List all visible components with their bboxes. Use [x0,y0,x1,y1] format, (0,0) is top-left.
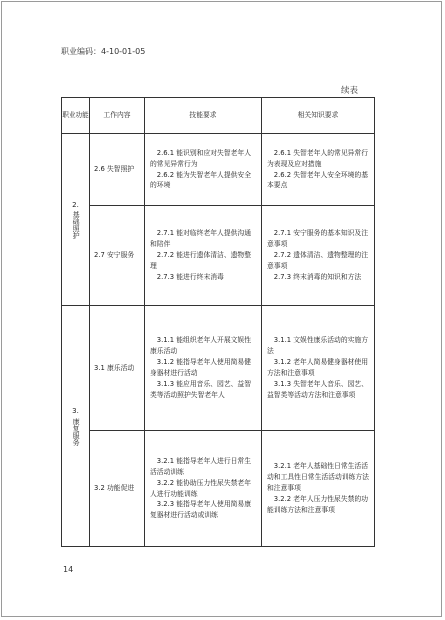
page-number: 14 [63,565,74,574]
level-name: 基础照护 [72,211,81,240]
skill-item: 2.6.1 能识别和应对失智老年人的常见异常行为 [150,148,252,168]
knowledge-item: 3.2.1 老年人基础性日常生活活动和工具性日常生活活动训练方法和注意事项 [267,462,369,493]
knowledge-requirements-cell [262,431,375,547]
skill-requirements-cell [145,206,262,306]
work-content-cell: 3.1 康乐活动 [90,306,145,431]
knowledge-item: 2.7.3 终末消毒的知识和方法 [273,272,362,281]
table-header-row [62,98,375,134]
knowledge-item: 3.2.2 老年人压力性尿失禁的功能训练方法和注意事项 [267,494,369,514]
knowledge-item: 3.1.1 文娱性康乐活动的实施方法 [267,336,369,356]
skill-item: 3.2.1 能指导老年人进行日常生活活动训练 [150,456,252,476]
knowledge-requirements-cell [262,206,375,306]
level-cell-basic-care [62,134,90,306]
skill-item: 2.7.2 能进行遗体清洁、遗物整理 [150,251,252,270]
knowledge-item: 3.1.3 失智老年人音乐、园艺、益智类等活动方法和注意事项 [267,379,369,399]
skill-item: 3.1.2 能指导老年人使用简易健身器材进行活动 [150,358,252,377]
skill-requirements-cell [145,431,262,547]
occupation-code: 职业编码：4-10-01-05 [61,47,146,56]
level-number: 3. [72,407,79,416]
table-row [62,431,375,547]
level-name: 康复服务 [72,417,81,446]
knowledge-requirements-cell [262,134,375,206]
header-occupational-function: 职业功能 [62,98,90,134]
knowledge-item: 2.6.2 失智老年人安全环境的基本要点 [267,170,369,190]
skill-item: 3.1.3 能应用音乐、园艺、益智类等活动照护失智老年人 [150,379,252,399]
work-content-cell: 3.2 功能促进 [90,431,145,547]
table-row [62,134,375,206]
skill-requirements-cell [145,134,262,206]
skill-item: 2.6.2 能为失智老年人提供安全的环境 [150,170,252,190]
header-work-content: 工作内容 [90,98,145,134]
skill-item: 2.7.3 能进行终末消毒 [156,272,224,281]
table-row [62,306,375,431]
table-row [62,206,375,306]
skills-table [61,97,375,547]
skill-item: 2.7.1 能对临终老年人提供沟通和陪伴 [150,229,252,249]
header-knowledge-requirements: 相关知识要求 [262,98,375,134]
knowledge-item: 3.1.2 老年人简易健身器材使用方法和注意事项 [267,358,369,377]
header-skill-requirements: 技能要求 [145,98,262,134]
level-number: 2. [72,200,79,209]
level-cell-rehab-service [62,306,90,547]
skill-requirements-cell [145,306,262,431]
knowledge-requirements-cell [262,306,375,431]
skill-item: 3.1.1 能组织老年人开展文娱性康乐活动 [150,336,252,356]
knowledge-item: 2.7.2 遗体清洁、遗物整理的注意事项 [267,251,369,270]
work-content-cell: 2.7 安宁服务 [90,206,145,306]
knowledge-item: 2.7.1 安宁服务的基本知识及注意事项 [267,229,369,249]
skill-item: 3.2.2 能协助压力性尿失禁老年人进行功能训练 [150,478,252,498]
knowledge-item: 2.6.1 失智老年人的常见异常行为表现及应对措施 [267,148,369,168]
skill-item: 3.2.3 能指导老年人使用简易康复器材进行活动或训练 [150,500,252,520]
continued-label: 续表 [341,86,359,96]
work-content-cell: 2.6 失智照护 [90,134,145,206]
